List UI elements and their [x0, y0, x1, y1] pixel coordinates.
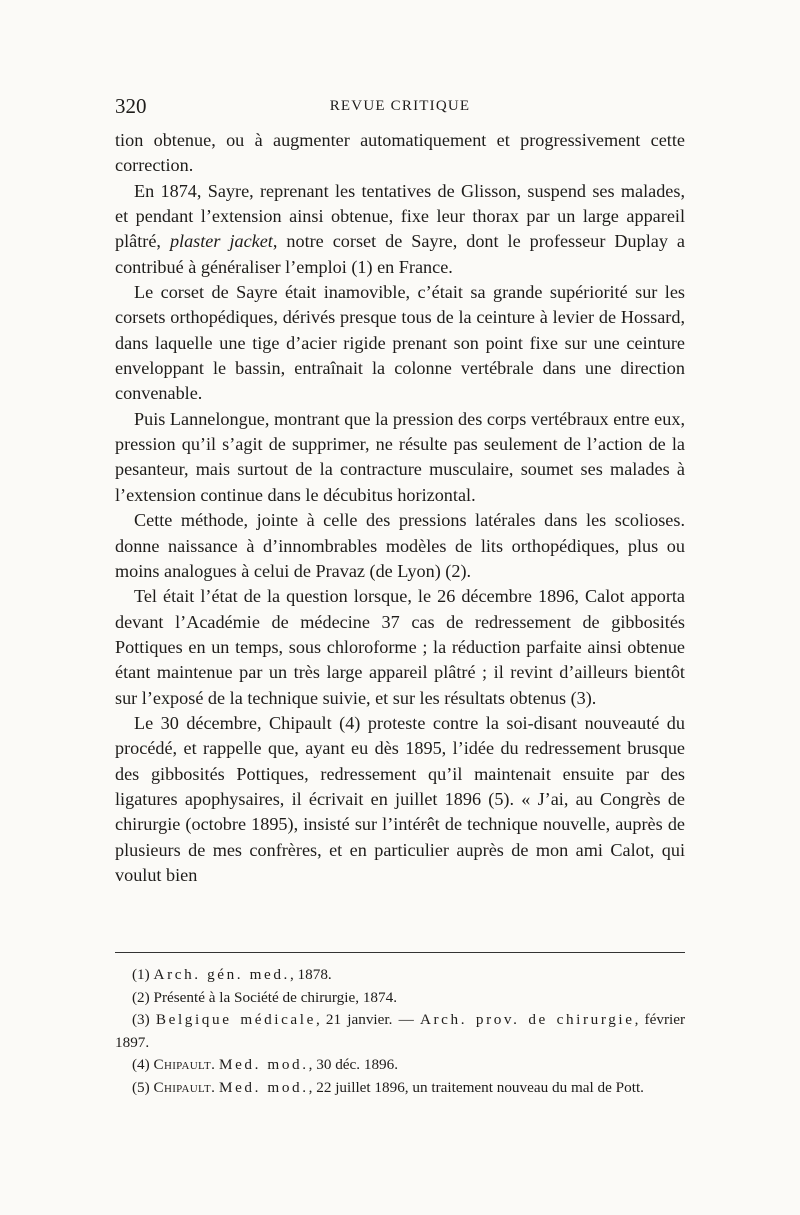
italic-term: plaster jacket: [169, 231, 273, 252]
paragraph-text: Tel était l’état de la question lorsque, le 26 décembre 1896, Calot apporta devant l’Académie de médecine 37 cas de redressement de gibbosités Pottiques en un temps, sous chloroforme ; la réduction parfaite ainsi obtenue étant maintenue par un très large appareil plâtré ; il revint d’ailleurs bientôt sur l’exposé de la technique suivie, et sur les résultats obtenus (3).: [115, 586, 685, 708]
footnote: [115, 987, 685, 1010]
footnote-divider: [115, 952, 685, 953]
paragraph-text: , notre corset de Sayre, dont le professeur Duplay a contribué à généraliser l’emploi (1) en France.: [115, 231, 685, 277]
footnote-number: (5): [132, 1078, 150, 1096]
paragraph-text: Le 30 décembre, Chipault (4) proteste contre la soi-disant nouveauté du procédé, et rappelle que, ayant eu dès 1895, l’idée du redressement brusque des gibbosités Pottiques, redressement qu’il maintenait ensuite par des ligatures apophysaires, il écrivait en juillet 1896 (5). « J’ai, au Congrès de chirurgie (octobre 1895), insisté sur l’intérêt de technique nouvelle, auprès de plusieurs de mes confrères, et en particulier auprès de mon ami Calot, qui voulut bien: [115, 712, 685, 885]
footnote-text: Présenté à la Société de chirurgie, 1874.: [153, 988, 397, 1006]
footnote-author: Chipault.: [153, 1078, 216, 1096]
footnote-source: Arch. gén. med.: [153, 966, 290, 983]
footnote-number: (3): [132, 1011, 150, 1029]
page-header: [115, 94, 685, 124]
footnote-source: Belgique médicale: [155, 1011, 316, 1029]
footnote-number: (2): [132, 988, 150, 1006]
paragraph: [115, 179, 685, 280]
footnote-source: Med. mod.: [218, 1078, 309, 1096]
footnote-text: , 21 janvier. —: [315, 1011, 420, 1029]
body-text: [115, 128, 685, 888]
paragraph-text: Cette méthode, jointe à celle des pressions latérales dans les scolioses. donne naissance à d’innombrables modèles de lits orthopédiques, plus ou moins analogues à celui de Pravaz (de Lyon) (2).: [115, 510, 685, 581]
footnote-source: Med. mod.: [218, 1056, 309, 1074]
footnote-text: , 30 déc. 1896.: [308, 1056, 399, 1074]
footnote-text: , 1878.: [289, 966, 332, 983]
paragraph-text: Puis Lannelongue, montrant que la pression des corps vertébraux entre eux, pression qu’il s’agit de supprimer, ne résulte pas seulement de l’action de la pesanteur, mais surtout de la contracture musculaire, soumet ses malades à l’extension continue dans le décubitus horizontal.: [115, 408, 685, 505]
footnotes: [115, 964, 685, 1100]
paragraph: [115, 711, 685, 888]
footnote-author: Chipault.: [153, 1056, 216, 1074]
footnote-source: Arch. prov. de chirurgie: [419, 1011, 635, 1029]
paragraph: [115, 584, 685, 711]
paragraph: [115, 280, 685, 407]
footnote-number: (4): [132, 1056, 150, 1074]
footnote-number: (1): [132, 966, 150, 983]
page-number: 320: [115, 94, 147, 118]
running-title: REVUE CRITIQUE: [329, 98, 471, 114]
footnote: [115, 964, 685, 987]
footnote-text: , 22 juillet 1896, un traitement nouveau du mal de Pott.: [308, 1078, 644, 1096]
footnote: [115, 1077, 685, 1100]
paragraph-text: tion obtenue, ou à augmenter automatiquement et progressivement cette correction.: [115, 130, 685, 176]
paragraph: [115, 508, 685, 584]
footnote-text: , février 1897.: [115, 1011, 686, 1051]
footnote: [115, 1009, 685, 1054]
paragraph-text: En 1874, Sayre, reprenant les tentatives de Glisson, suspend ses malades, et pendant l’extension ainsi obtenue, fixe leur thorax par un large appareil plâtré,: [115, 180, 685, 252]
paragraph: [115, 407, 685, 508]
paragraph: [115, 128, 685, 179]
footnote: [115, 1054, 685, 1077]
paragraph-text: Le corset de Sayre était inamovible, c’était sa grande supériorité sur les corsets orthopédiques, dérivés presque tous de la ceinture à levier de Hossard, dans laquelle une tige d’acier rigide prenant son point fixe sur une ceinture enveloppant le bassin, entraînait la colonne vertébrale dans une direction convenable.: [115, 282, 685, 404]
